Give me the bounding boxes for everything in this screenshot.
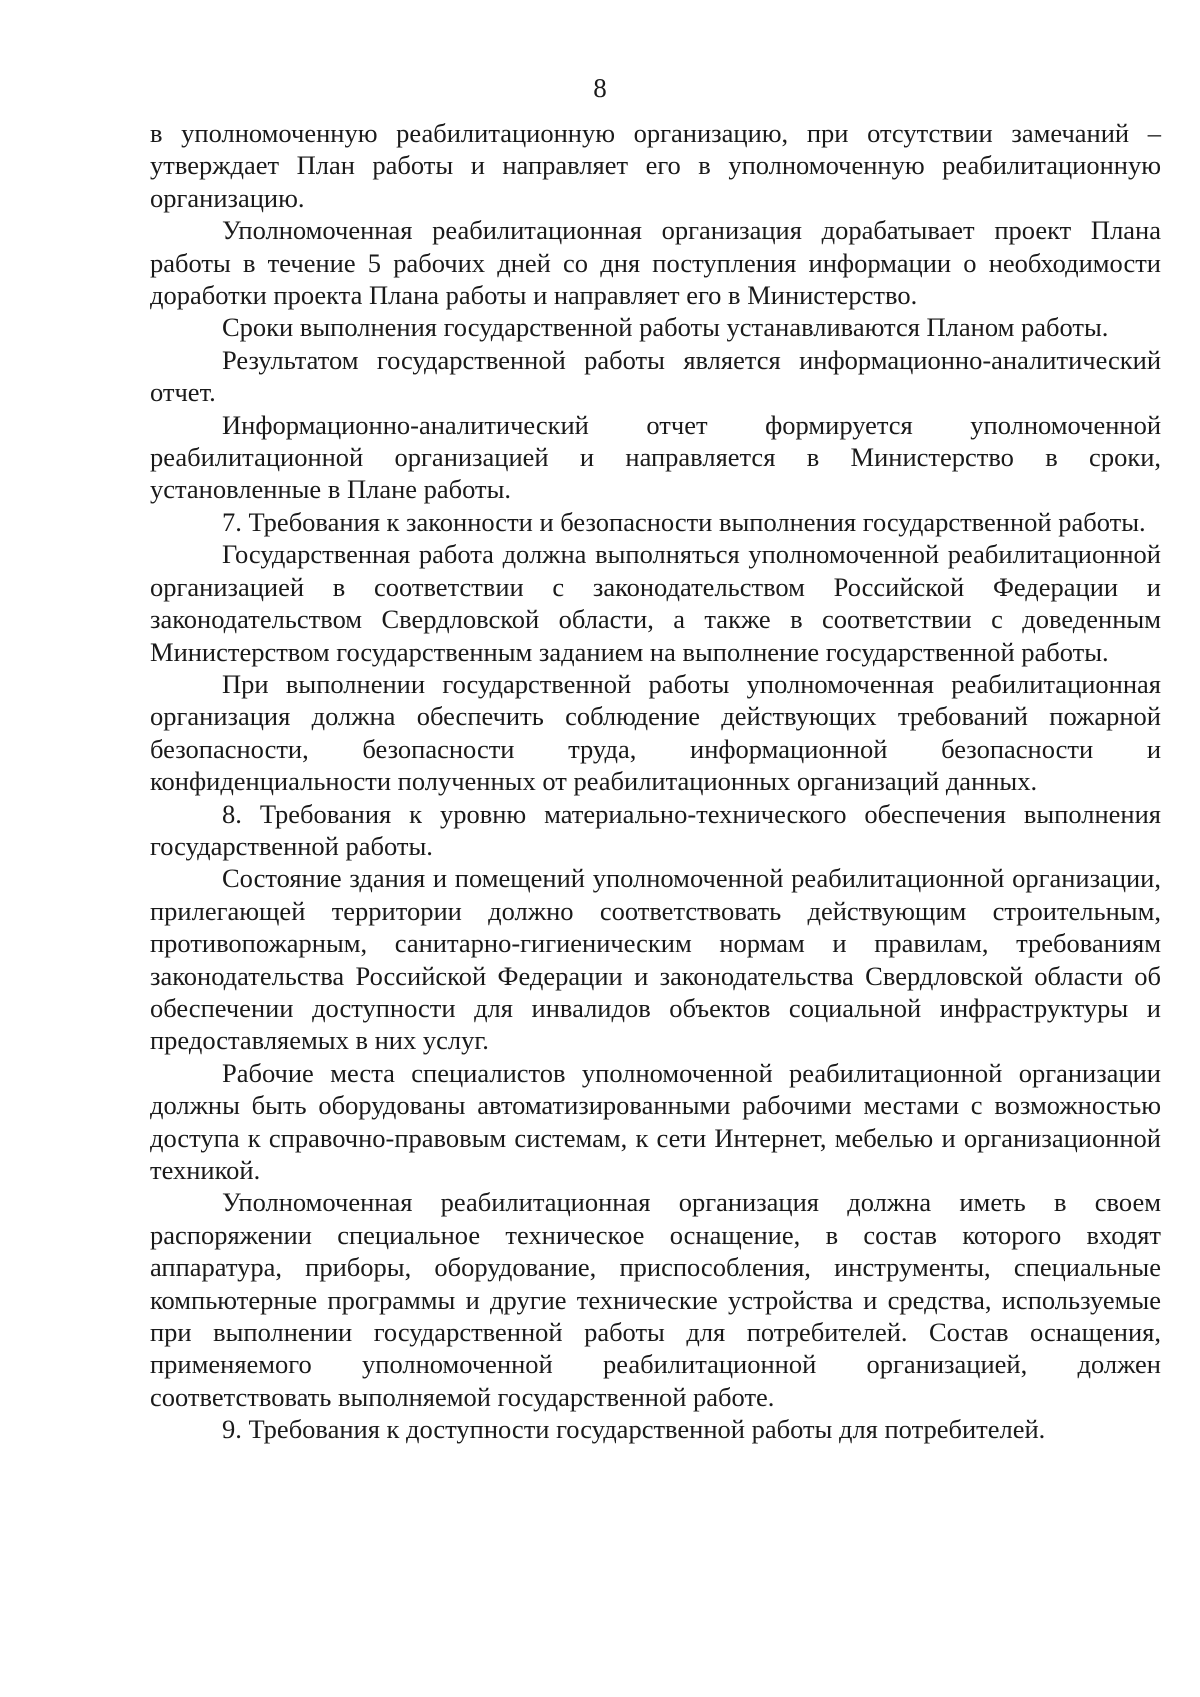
paragraph-legislation: Государственная работа должна выполняться уполномоченной реабилитационной организацией в соответствии с законодательством Российской Федерации и законодательством Свердловской области, а также в соответствии с доведенным Министерством государственным заданием на выполнение государственной работы. — [150, 539, 1161, 667]
page-number: 8 — [593, 73, 607, 103]
paragraph-report: Информационно-аналитический отчет формируется уполномоченной реабилитационной организацией и направляется в Министерство в сроки, установленные в Плане работы. — [150, 409, 1161, 505]
document-body — [150, 117, 1161, 1446]
paragraph-plan-revision: Уполномоченная реабилитационная организация дорабатывает проект Плана работы в течение 5 рабочих дней со дня поступления информации о необходимости доработки проекта Плана работы и направляет его в Министерство. — [150, 215, 1161, 311]
paragraph-workplaces: Рабочие места специалистов уполномоченной реабилитационной организации должны быть оборудованы автоматизированными рабочими местами с возможностью доступа к справочно-правовым системам, к сети Интернет, мебелью и организационной техникой. — [150, 1057, 1161, 1185]
paragraph-result: Результатом государственной работы является информационно-аналитический отчет. — [150, 344, 1161, 408]
paragraph-continuation: в уполномоченную реабилитационную организацию, при отсутствии замечаний – утверждает План работы и направляет его в уполномоченную реабилитационную организацию. — [150, 118, 1161, 213]
paragraph-safety: При выполнении государственной работы уполномоченная реабилитационная организация должна обеспечить соблюдение действующих требований пожарной безопасности, безопасности труда, информационной безопасности и конфиденциальности полученных от реабилитационных организаций данных. — [150, 668, 1161, 797]
paragraph-building: Состояние здания и помещений уполномоченной реабилитационной организации, прилегающей территории должно соответствовать действующим строительным, противопожарным, санитарно-гигиеническим нормам и правилам, требованиям законодательства Российской Федерации и законодательства Свердловской области об обеспечении доступности для инвалидов объектов социальной инфраструктуры и предоставляемых в них услуг. — [150, 863, 1161, 1056]
section-heading-8: 8. Требования к уровню материально-технического обеспечения выполнения государственной работы. — [150, 798, 1161, 861]
paragraph-deadlines: Сроки выполнения государственной работы устанавливаются Планом работы. — [222, 312, 1109, 343]
section-heading-7: 7. Требования к законности и безопасности выполнения государственной работы. — [222, 506, 1146, 537]
section-heading-9: 9. Требования к доступности государственной работы для потребителей. — [222, 1414, 1046, 1445]
paragraph-equipment: Уполномоченная реабилитационная организация должна иметь в своем распоряжении специальное техническое оснащение, в состав которого входят аппаратура, приборы, оборудование, приспособления, инструменты, специальные компьютерные программы и другие технические устройства и средства, используемые при выполнении государственной работы для потребителей. Состав оснащения, применяемого уполномоченной реабилитационной организацией, должен соответствовать выполняемой государственной работе. — [150, 1187, 1161, 1412]
